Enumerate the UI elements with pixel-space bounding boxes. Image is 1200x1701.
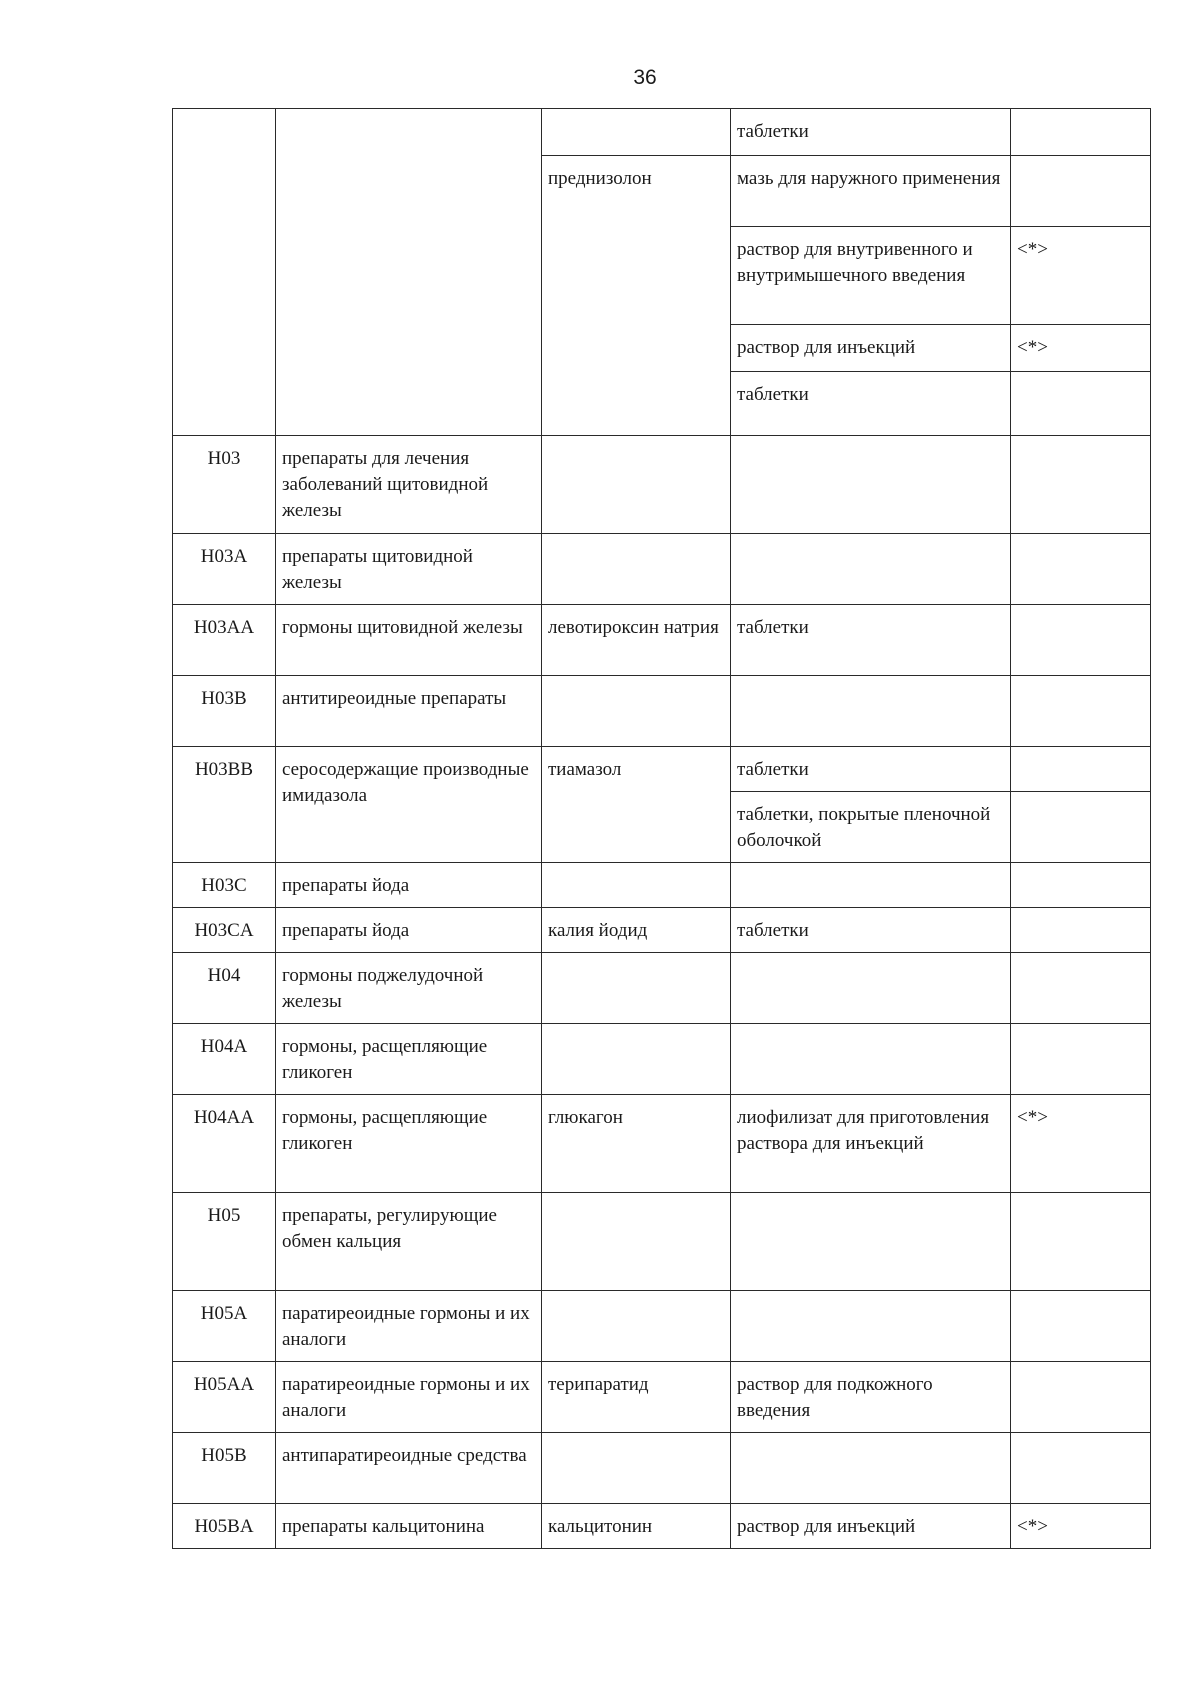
code-cell: H05	[173, 1193, 276, 1291]
note-cell	[1011, 1433, 1151, 1504]
code-cell: H04AA	[173, 1095, 276, 1193]
note-cell: <*>	[1011, 227, 1151, 325]
note-cell	[1011, 908, 1151, 953]
drug-cell: левотироксин натрия	[542, 605, 731, 676]
group-cell	[276, 109, 542, 436]
note-cell: <*>	[1011, 325, 1151, 372]
drug-cell	[542, 953, 731, 1024]
page-number: 36	[633, 66, 657, 89]
table-row	[173, 534, 1151, 605]
group-cell: антипаратиреоидные средства	[276, 1433, 542, 1504]
table-row	[173, 863, 1151, 908]
drug-list-table	[172, 108, 1151, 1549]
form-cell	[731, 1193, 1011, 1291]
note-cell	[1011, 109, 1151, 156]
note-cell	[1011, 747, 1151, 792]
table-row	[173, 953, 1151, 1024]
group-cell: паратиреоидные гормоны и их аналоги	[276, 1291, 542, 1362]
form-cell: лиофилизат для приготовления раствора для инъекций	[731, 1095, 1011, 1193]
form-cell	[731, 534, 1011, 605]
note-cell	[1011, 863, 1151, 908]
form-cell	[731, 436, 1011, 534]
note-cell	[1011, 676, 1151, 747]
group-cell: паратиреоидные гормоны и их аналоги	[276, 1362, 542, 1433]
drug-cell	[542, 109, 731, 156]
drug-cell	[542, 1433, 731, 1504]
form-cell	[731, 1291, 1011, 1362]
group-cell: препараты йода	[276, 908, 542, 953]
note-cell	[1011, 534, 1151, 605]
drug-cell	[542, 1291, 731, 1362]
note-cell	[1011, 372, 1151, 436]
drug-cell	[542, 436, 731, 534]
note-cell	[1011, 953, 1151, 1024]
group-cell: препараты кальцитонина	[276, 1504, 542, 1549]
note-cell	[1011, 436, 1151, 534]
form-cell: раствор для инъекций	[731, 325, 1011, 372]
form-cell: таблетки	[731, 372, 1011, 436]
code-cell: H05B	[173, 1433, 276, 1504]
drug-cell	[542, 1193, 731, 1291]
note-cell	[1011, 1193, 1151, 1291]
code-cell: H05BA	[173, 1504, 276, 1549]
note-cell	[1011, 156, 1151, 227]
group-cell: препараты для лечения заболеваний щитовидной железы	[276, 436, 542, 534]
group-cell: гормоны щитовидной железы	[276, 605, 542, 676]
form-cell	[731, 863, 1011, 908]
form-cell	[731, 1024, 1011, 1095]
drug-cell: кальцитонин	[542, 1504, 731, 1549]
note-cell	[1011, 1362, 1151, 1433]
table-row	[173, 436, 1151, 534]
table-row	[173, 1504, 1151, 1549]
form-cell	[731, 953, 1011, 1024]
group-cell: гормоны поджелудочной железы	[276, 953, 542, 1024]
note-cell: <*>	[1011, 1095, 1151, 1193]
drug-cell: преднизолон	[542, 156, 731, 436]
code-cell: H03CA	[173, 908, 276, 953]
table-row	[173, 109, 1151, 156]
code-cell: H05AA	[173, 1362, 276, 1433]
code-cell: H05A	[173, 1291, 276, 1362]
form-cell: раствор для инъекций	[731, 1504, 1011, 1549]
drug-cell	[542, 1024, 731, 1095]
drug-cell: терипаратид	[542, 1362, 731, 1433]
group-cell: антитиреоидные препараты	[276, 676, 542, 747]
form-cell: таблетки	[731, 605, 1011, 676]
note-cell	[1011, 792, 1151, 863]
table-row	[173, 1024, 1151, 1095]
table-row	[173, 1291, 1151, 1362]
drug-cell	[542, 863, 731, 908]
code-cell	[173, 109, 276, 436]
drug-cell: глюкагон	[542, 1095, 731, 1193]
table-row	[173, 676, 1151, 747]
group-cell: препараты щитовидной железы	[276, 534, 542, 605]
drug-cell: тиамазол	[542, 747, 731, 863]
drug-cell	[542, 534, 731, 605]
code-cell: H03AA	[173, 605, 276, 676]
note-cell	[1011, 1291, 1151, 1362]
code-cell: H03A	[173, 534, 276, 605]
drug-cell: калия йодид	[542, 908, 731, 953]
form-cell: таблетки	[731, 109, 1011, 156]
table-row	[173, 1193, 1151, 1291]
table-row	[173, 1095, 1151, 1193]
note-cell: <*>	[1011, 1504, 1151, 1549]
code-cell: H04	[173, 953, 276, 1024]
note-cell	[1011, 1024, 1151, 1095]
form-cell: таблетки	[731, 747, 1011, 792]
form-cell: раствор для подкожного введения	[731, 1362, 1011, 1433]
code-cell: H03	[173, 436, 276, 534]
note-cell	[1011, 605, 1151, 676]
group-cell: гормоны, расщепляющие гликоген	[276, 1024, 542, 1095]
group-cell: серосодержащие производные имидазола	[276, 747, 542, 863]
form-cell: таблетки	[731, 908, 1011, 953]
code-cell: H03BB	[173, 747, 276, 863]
table-row	[173, 1362, 1151, 1433]
drug-cell	[542, 676, 731, 747]
group-cell: препараты, регулирующие обмен кальция	[276, 1193, 542, 1291]
code-cell: H04A	[173, 1024, 276, 1095]
group-cell: гормоны, расщепляющие гликоген	[276, 1095, 542, 1193]
form-cell	[731, 1433, 1011, 1504]
group-cell: препараты йода	[276, 863, 542, 908]
form-cell: таблетки, покрытые пленочной оболочкой	[731, 792, 1011, 863]
table-row	[173, 747, 1151, 792]
table-row	[173, 605, 1151, 676]
form-cell: раствор для внутривенного и внутримышечного введения	[731, 227, 1011, 325]
table-row	[173, 1433, 1151, 1504]
form-cell	[731, 676, 1011, 747]
code-cell: H03B	[173, 676, 276, 747]
table-row	[173, 908, 1151, 953]
form-cell: мазь для наружного применения	[731, 156, 1011, 227]
code-cell: H03C	[173, 863, 276, 908]
